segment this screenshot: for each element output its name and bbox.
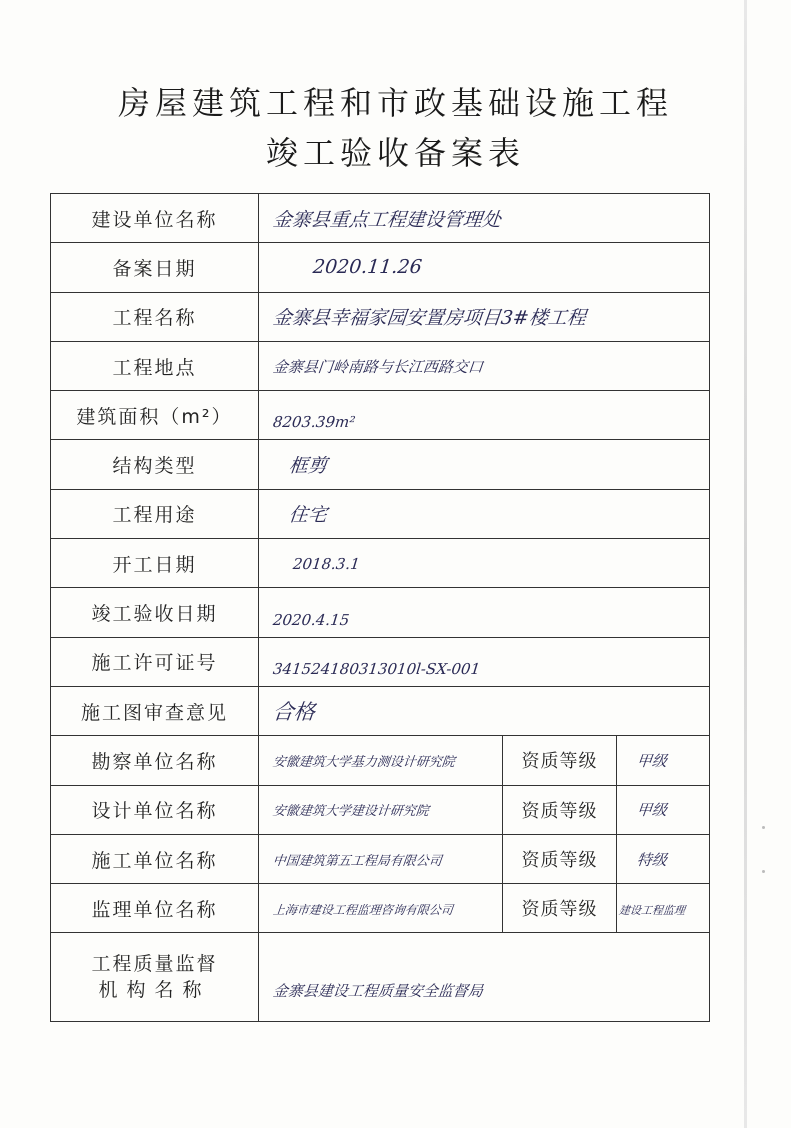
project-name-value-cell xyxy=(259,292,710,341)
construction-unit-label: 建设单位名称 xyxy=(51,194,259,243)
survey-unit-value-cell xyxy=(259,736,503,785)
construction-unit-value: 金寨县重点工程建设管理处 xyxy=(271,208,503,231)
quality-supervision-value-cell xyxy=(259,933,710,1022)
start-date-label: 开工日期 xyxy=(51,539,259,588)
permit-number-value: 341524180313010l-SX-001 xyxy=(272,659,482,678)
design-unit-label: 设计单位名称 xyxy=(51,785,259,834)
structure-type-label: 结构类型 xyxy=(51,440,259,489)
project-name-label: 工程名称 xyxy=(51,292,259,341)
row-filing-date xyxy=(51,243,710,292)
acceptance-date-value-cell xyxy=(259,588,710,637)
project-location-value: 金寨县门岭南路与长江西路交口 xyxy=(272,357,484,376)
building-area-value: 8203.39m² xyxy=(272,413,357,432)
row-supervision-unit xyxy=(51,884,710,933)
survey-qualification-value: 甲级 xyxy=(636,751,668,770)
contractor-unit-value-cell xyxy=(259,834,503,883)
project-use-value-cell xyxy=(259,489,710,538)
row-construction-unit xyxy=(51,194,710,243)
permit-number-value-cell xyxy=(259,637,710,686)
filing-date-label: 备案日期 xyxy=(51,243,259,292)
filing-date-value: 2020.11.26 xyxy=(311,256,423,279)
quality-supervision-value: 金寨县建设工程质量安全监督局 xyxy=(272,981,484,1000)
row-project-location xyxy=(51,341,710,390)
drawing-review-value-cell xyxy=(259,686,710,735)
row-quality-supervision xyxy=(51,933,710,1022)
building-area-value-cell xyxy=(259,391,710,440)
design-qualification-value-cell xyxy=(617,785,710,834)
design-unit-value: 安徽建筑大学建设计研究院 xyxy=(272,804,430,820)
contractor-qualification-value: 特级 xyxy=(636,850,668,869)
scan-edge-line xyxy=(744,0,747,1128)
quality-supervision-label xyxy=(51,933,259,1022)
drawing-review-value: 合格 xyxy=(271,700,317,725)
project-location-value-cell xyxy=(259,341,710,390)
structure-type-value: 框剪 xyxy=(287,455,329,478)
contractor-unit-value: 中国建筑第五工程局有限公司 xyxy=(272,853,443,869)
contractor-qualification-value-cell xyxy=(617,834,710,883)
design-qualification-value: 甲级 xyxy=(636,801,668,820)
form-title-line1: 房屋建筑工程和市政基础设施工程 xyxy=(117,84,673,122)
design-qualification-label: 资质等级 xyxy=(503,785,617,834)
scan-speck xyxy=(762,826,765,829)
quality-supervision-label-line2: 机构名称 xyxy=(98,979,211,1002)
design-unit-value-cell xyxy=(259,785,503,834)
quality-supervision-label-line1: 工程质量监督 xyxy=(91,953,218,976)
survey-qualification-label: 资质等级 xyxy=(503,736,617,785)
filing-form-table xyxy=(50,193,710,1022)
survey-unit-label: 勘察单位名称 xyxy=(51,736,259,785)
row-acceptance-date xyxy=(51,588,710,637)
permit-number-label: 施工许可证号 xyxy=(51,637,259,686)
construction-unit-value-cell xyxy=(259,194,710,243)
project-name-value: 金寨县幸福家园安置房项目3#楼工程 xyxy=(271,307,588,330)
row-permit-number xyxy=(51,637,710,686)
survey-qualification-value-cell xyxy=(617,736,710,785)
row-structure-type xyxy=(51,440,710,489)
row-drawing-review xyxy=(51,686,710,735)
scan-speck xyxy=(762,870,765,873)
contractor-unit-label: 施工单位名称 xyxy=(51,834,259,883)
start-date-value-cell xyxy=(259,539,710,588)
supervision-qualification-value: 建设工程监理 xyxy=(618,903,686,917)
supervision-qualification-label: 资质等级 xyxy=(503,884,617,933)
row-start-date xyxy=(51,539,710,588)
row-survey-unit xyxy=(51,736,710,785)
survey-unit-value: 安徽建筑大学基力测设计研究院 xyxy=(272,754,456,770)
supervision-unit-value-cell xyxy=(259,884,503,933)
row-design-unit xyxy=(51,785,710,834)
drawing-review-label: 施工图审查意见 xyxy=(51,686,259,735)
supervision-qualification-value-cell xyxy=(617,884,710,933)
form-title-line2: 竣工验收备案表 xyxy=(265,134,525,172)
project-use-label: 工程用途 xyxy=(51,489,259,538)
row-project-use xyxy=(51,489,710,538)
building-area-label: 建筑面积（m²） xyxy=(51,391,259,440)
supervision-unit-value: 上海市建设工程监理咨询有限公司 xyxy=(272,902,454,917)
project-use-value: 住宅 xyxy=(287,504,329,527)
start-date-value: 2018.3.1 xyxy=(292,554,361,573)
structure-type-value-cell xyxy=(259,440,710,489)
acceptance-date-label: 竣工验收日期 xyxy=(51,588,259,637)
row-building-area xyxy=(51,391,710,440)
contractor-qualification-label: 资质等级 xyxy=(503,834,617,883)
acceptance-date-value: 2020.4.15 xyxy=(272,610,351,629)
row-contractor-unit xyxy=(51,834,710,883)
filing-date-value-cell xyxy=(259,243,710,292)
supervision-unit-label: 监理单位名称 xyxy=(51,884,259,933)
project-location-label: 工程地点 xyxy=(51,341,259,390)
row-project-name xyxy=(51,292,710,341)
